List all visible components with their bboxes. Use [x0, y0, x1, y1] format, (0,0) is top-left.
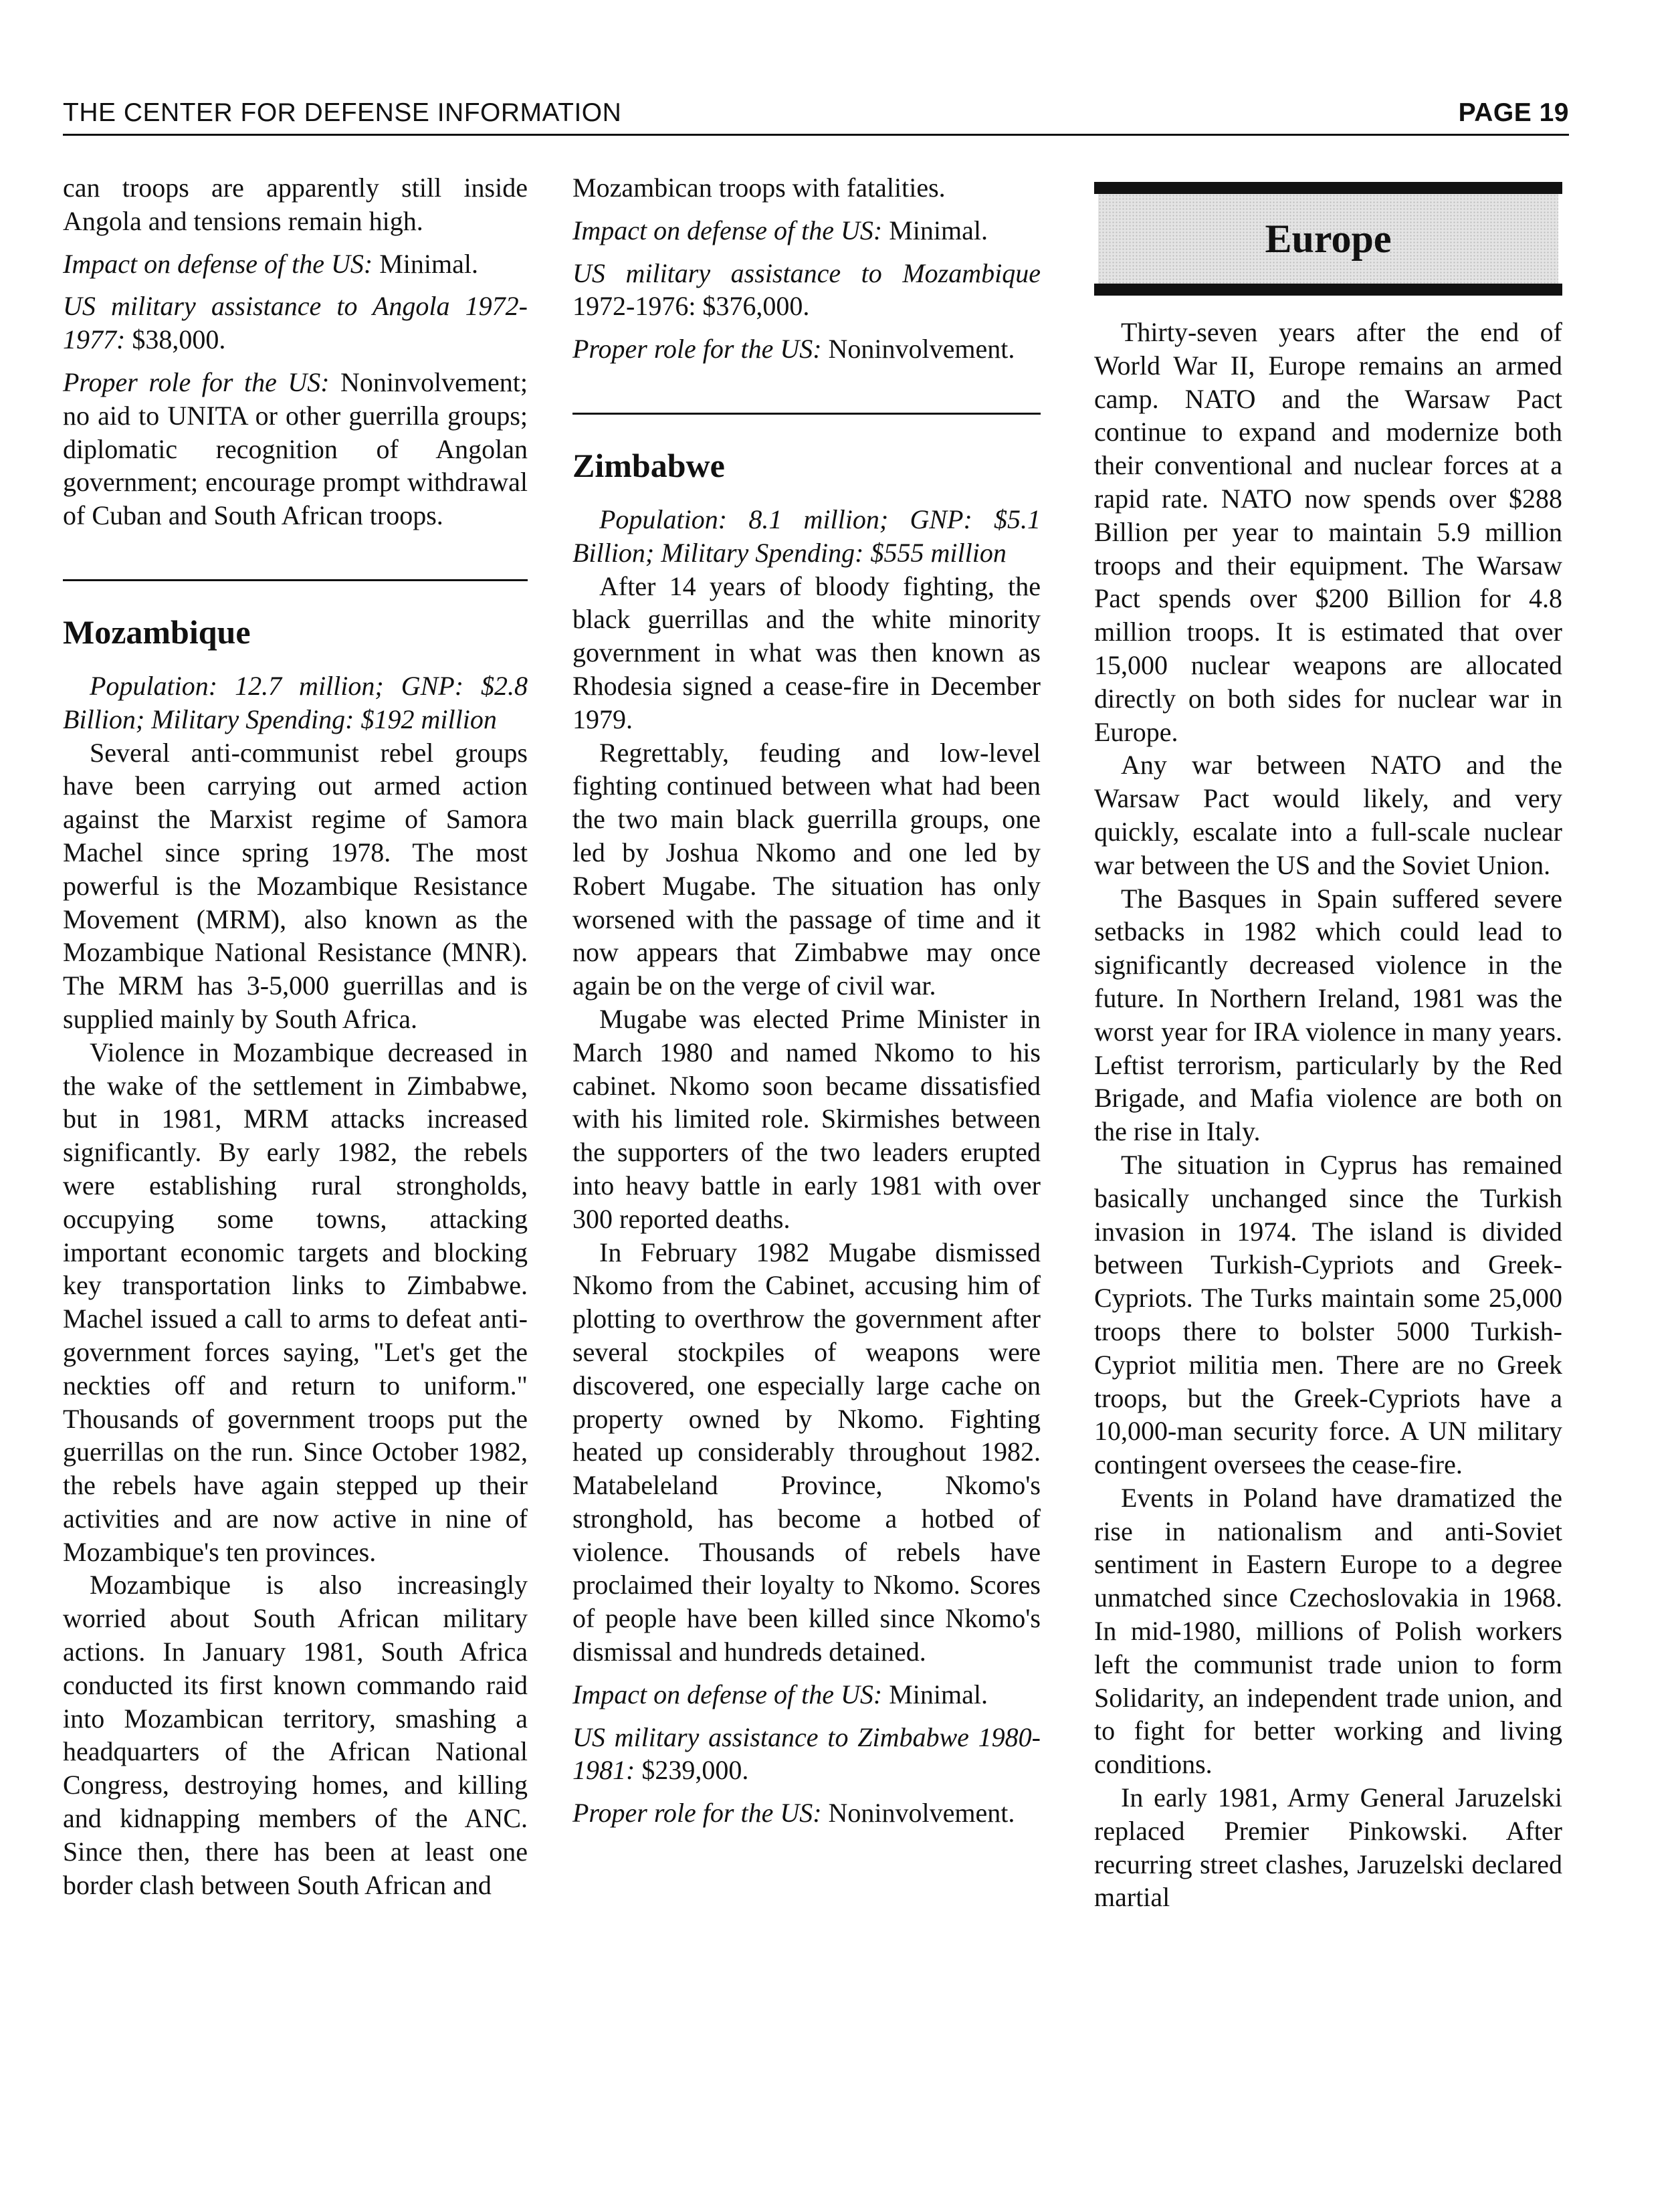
banner-top-rule: [1094, 182, 1562, 194]
page-header: [63, 92, 1569, 136]
angola-continuation: can troops are apparently still inside Angola and tensions remain high.: [63, 173, 528, 236]
mozambique-assistance: [572, 257, 1041, 324]
role-label: Proper role for the US:: [572, 334, 822, 364]
zimbabwe-impact: [572, 1678, 1041, 1711]
paragraph: In early 1981, Army General Jaruzelski replaced Premier Pinkowski. After recurring street clashes, Jaruzelski declared martial: [1094, 1782, 1562, 1913]
paragraph: The Basques in Spain suffered severe setbacks in 1982 which could lead to significantly decreased violence in the future. In Northern Ireland, 1981 was the worst year for IRA violence in many years. Leftist terrorism, particularly by the Red Brigade, and Mafia violence are both on the rise in Italy.: [1094, 883, 1562, 1147]
paragraph: In February 1982 Mugabe dismissed Nkomo from the Cabinet, accusing him of plotting to overthrow the government after several stockpiles of weapons were discovered, one especially large cache on property owned by Nkomo. Fighting heated up considerably throughout 1982. Matabeleland Province, Nkomo's stronghold, has become a hotbed of violence. Thousands of rebels have proclaimed their loyalty to Nkomo. Scores of people have been killed since Nkomo's dismissal and hundreds detained.: [572, 1237, 1041, 1667]
impact-value: Minimal.: [889, 1679, 988, 1709]
section-banner-europe: [1094, 182, 1562, 296]
role-label: Proper role for the US:: [572, 1798, 822, 1829]
assistance-value: $239,000.: [641, 1755, 749, 1786]
column-1: [63, 171, 528, 1901]
paragraph: Several anti-communist rebel groups have been carrying out armed action against the Marxist regime of Samora Machel since spring 1978. The most powerful is the Mozambique Resistance Movement (MRM), also known as the Mozambique National Resistance (MNR). The MRM has 3-5,000 guerrillas and is supplied mainly by South Africa.: [63, 737, 528, 1034]
banner-shaded-panel: [1098, 194, 1558, 284]
assistance-label: US military assistance to Zimbabwe 1980-1981:: [572, 1722, 1041, 1786]
impact-label: Impact on defense of the US:: [572, 1679, 883, 1709]
section-title-zimbabwe: Zimbabwe: [572, 446, 725, 484]
role-value: Noninvolvement; no aid to UNITA or other guerrilla groups; diplomatic recognition of Angolan government; encourage prompt withdrawal of Cuban and South African troops.: [63, 367, 528, 531]
zimbabwe-role: [572, 1796, 1041, 1830]
impact-label: Impact on defense of the US:: [63, 248, 373, 279]
paragraph: Violence in Mozambique decreased in the wake of the settlement in Zimbabwe, but in 1981, MRM attacks increased significantly. By early 1982, the rebels were establishing rural strongholds, occupying some towns, attacking important economic targets and blocking key transportation links to Zimbabwe. Machel issued a call to arms to defeat anti-government forces saying, "Let's get the neckties off and return to uniform." Thousands of government troops put the guerrillas on the run. Since October 1982, the rebels have again stepped up their activities and are now active in nine of Mozambique's ten provinces.: [63, 1037, 528, 1567]
paragraph: The situation in Cyprus has remained basically unchanged since the Turkish invasion in 1974. The island is divided between Turkish-Cypriots and Greek-Cypriots. The Turks maintain some 25,000 troops there to bolster 5000 Turkish-Cypriot militia men. There are no Greek troops, but the Greek-Cypriots have a 10,000-man security force. A UN military contingent oversees the cease-fire.: [1094, 1149, 1562, 1480]
paragraph: Any war between NATO and the Warsaw Pact would likely, and very quickly, escalate into a full-scale nuclear war between the US and the Soviet Union.: [1094, 750, 1562, 880]
section-title-europe: Europe: [1265, 217, 1392, 261]
banner-bottom-rule: [1094, 284, 1562, 296]
assistance-value: $38,000.: [132, 324, 226, 355]
mozambique-impact: [572, 214, 1041, 247]
assistance-label: US military assistance to Mozambique: [572, 257, 1041, 288]
section-divider: [572, 413, 1041, 415]
section-title-mozambique: Mozambique: [63, 613, 251, 651]
role-value: Noninvolvement.: [828, 334, 1015, 364]
paragraph: Mugabe was elected Prime Minister in March 1980 and named Nkomo to his cabinet. Nkomo soon became dissatisfied with his limited role. Skirmishes between the supporters of the two leaders erupted into heavy battle in early 1981 with over 300 reported deaths.: [572, 1003, 1041, 1234]
paragraph: Events in Poland have dramatized the rise in nationalism and anti-Soviet sentiment in Eastern Europe to a degree unmatched since Czechoslovakia in 1968. In mid-1980, millions of Polish workers left the communist trade union to form Solidarity, an independent trade union, and to fight for better working and living conditions.: [1094, 1482, 1562, 1780]
role-label: Proper role for the US:: [63, 367, 330, 397]
assistance-value: 1972-1976: $376,000.: [572, 291, 810, 322]
zimbabwe-stats: Population: 8.1 million; GNP: $5.1 Billion; Military Spending: $555 million: [572, 504, 1041, 568]
publication-name: THE CENTER FOR DEFENSE INFORMATION: [63, 98, 622, 127]
angola-role: [63, 366, 528, 532]
column-2: [572, 171, 1041, 1830]
section-divider: [63, 579, 528, 581]
zimbabwe-assistance: [572, 1721, 1041, 1788]
column-3: [1094, 171, 1562, 1914]
paragraph: Mozambique is also increasingly worried about South African military actions. In January 1981, South Africa conducted its first known commando raid into Mozambican territory, smashing a headquarters of the African National Congress, destroying homes, and killing and kidnapping members of the ANC. Since then, there has been at least one border clash between South African and: [63, 1570, 528, 1900]
paragraph: After 14 years of bloody fighting, the black guerrillas and the white minority government in what was then known as Rhodesia signed a cease-fire in December 1979.: [572, 570, 1041, 734]
assistance-label: US military assistance to Angola 1972-1977:: [63, 291, 528, 355]
impact-value: Minimal.: [889, 215, 988, 245]
angola-impact: [63, 247, 528, 281]
paragraph: Regrettably, feuding and low-level fighting continued between what had been the two main black guerrilla groups, one led by Joshua Nkomo and one led by Robert Mugabe. The situation has only worsened with the passage of time and it now appears that Zimbabwe may once again be on the verge of civil war.: [572, 737, 1041, 1001]
mozambique-role: [572, 332, 1041, 366]
impact-value: Minimal.: [379, 248, 478, 279]
angola-assistance: [63, 290, 528, 356]
impact-label: Impact on defense of the US:: [572, 215, 883, 245]
mozambique-continuation: Mozambican troops with fatalities.: [572, 173, 946, 203]
page-number: PAGE 19: [1458, 98, 1569, 127]
paragraph: Thirty-seven years after the end of World War II, Europe remains an armed camp. NATO and the Warsaw Pact continue to expand and modernize both their conventional and nuclear forces at a rapid rate. NATO now spends over $288 Billion per year to maintain 5.9 million troops and their equipment. The Warsaw Pact spends over $200 Billion for 4.8 million troops. It is estimated that over 15,000 nuclear weapons are allocated directly on both sides for nuclear war in Europe.: [1094, 317, 1562, 747]
role-value: Noninvolvement.: [828, 1798, 1015, 1829]
mozambique-stats: Population: 12.7 million; GNP: $2.8 Billion; Military Spending: $192 million: [63, 670, 528, 734]
